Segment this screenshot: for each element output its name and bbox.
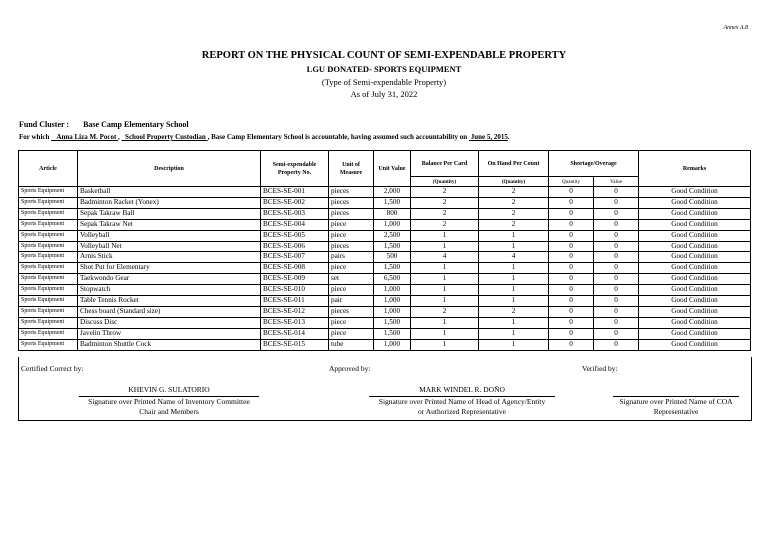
row-unit: piece (329, 263, 374, 274)
row-description: Stopwatch (78, 285, 261, 296)
table-row (19, 328, 751, 339)
row-balance-qty: 2 (411, 197, 479, 208)
row-shortage-value: 0 (594, 219, 639, 230)
accountable-officer-name: Anna Liza M. Pocot (56, 133, 117, 141)
header-article: Article (19, 151, 78, 187)
row-unit-value: 1,500 (374, 241, 411, 252)
row-property-no: BCES-SE-012 (261, 306, 329, 317)
row-property-no: BCES-SE-010 (261, 285, 329, 296)
row-onhand-qty: 2 (479, 197, 549, 208)
row-shortage-qty: 0 (549, 208, 594, 219)
row-balance-qty: 2 (411, 219, 479, 230)
property-type-line: (Type of Semi-expendable Property) (321, 77, 447, 87)
row-onhand-qty: 2 (479, 208, 549, 219)
row-shortage-value: 0 (594, 208, 639, 219)
row-description: Chess board (Standard size) (78, 306, 261, 317)
row-remarks: Good Condition (639, 306, 751, 317)
row-property-no: BCES-SE-009 (261, 274, 329, 285)
row-article: Sports Equipment (19, 339, 78, 350)
row-balance-qty: 1 (411, 241, 479, 252)
row-shortage-qty: 0 (549, 285, 594, 296)
header-balance-per-card: Balance Per Card (411, 151, 479, 177)
row-description: Badminton Shuttle Cock (78, 339, 261, 350)
fund-cluster-value: Base Camp Elementary School (83, 120, 189, 129)
table-row (19, 339, 751, 350)
row-shortage-qty: 0 (549, 252, 594, 263)
row-description: Volleyball Net (78, 241, 261, 252)
row-shortage-qty: 0 (549, 263, 594, 274)
row-unit: pieces (329, 197, 374, 208)
header-unit-of-measure: Unit of Measure (329, 151, 374, 187)
row-article: Sports Equipment (19, 274, 78, 285)
row-shortage-value: 0 (594, 339, 639, 350)
row-unit-value: 1,500 (374, 317, 411, 328)
row-shortage-value: 0 (594, 263, 639, 274)
row-unit-value: 1,500 (374, 197, 411, 208)
table-row (19, 230, 751, 241)
row-balance-qty: 1 (411, 339, 479, 350)
row-remarks: Good Condition (639, 339, 751, 350)
row-shortage-qty: 0 (549, 241, 594, 252)
row-article: Sports Equipment (19, 252, 78, 263)
row-description: Volleyball (78, 230, 261, 241)
row-remarks: Good Condition (639, 296, 751, 307)
certified-correct-label: Certified Correct by: (21, 364, 84, 373)
row-property-no: BCES-SE-004 (261, 219, 329, 230)
row-unit: pair (329, 296, 374, 307)
row-balance-qty: 1 (411, 285, 479, 296)
row-unit: pieces (329, 187, 374, 198)
row-unit: piece (329, 328, 374, 339)
for-which-end: . (507, 133, 510, 141)
row-shortage-value: 0 (594, 306, 639, 317)
header-shortage-overage: Shortage/Overage (549, 151, 639, 177)
table-row (19, 241, 751, 252)
row-article: Sports Equipment (19, 296, 78, 307)
row-onhand-qty: 1 (479, 285, 549, 296)
row-shortage-value: 0 (594, 187, 639, 198)
as-of-date: As of July 31, 2022 (350, 89, 418, 99)
row-shortage-qty: 0 (549, 296, 594, 307)
table-row (19, 274, 751, 285)
row-unit: piece (329, 285, 374, 296)
table-row (19, 208, 751, 219)
row-onhand-qty: 1 (479, 274, 549, 285)
row-remarks: Good Condition (639, 252, 751, 263)
row-shortage-qty: 0 (549, 197, 594, 208)
row-unit: pieces (329, 241, 374, 252)
row-balance-qty: 1 (411, 263, 479, 274)
row-unit-value: 800 (374, 208, 411, 219)
row-balance-qty: 1 (411, 230, 479, 241)
accountability-statement (19, 133, 510, 141)
approved-caption: Signature over Printed Name of Head of Agency/Entity or Authorized Representative (378, 397, 546, 416)
row-shortage-value: 0 (594, 296, 639, 307)
table-row (19, 263, 751, 274)
row-unit: tube (329, 339, 374, 350)
row-article: Sports Equipment (19, 285, 78, 296)
row-description: Taekwondo Gear (78, 274, 261, 285)
row-description: Sepak Takraw Net (78, 219, 261, 230)
row-unit-value: 1,000 (374, 296, 411, 307)
accountability-date: June 5, 2015 (470, 133, 508, 141)
header-on-hand-per-count: On Hand Per Count (479, 151, 549, 177)
row-article: Sports Equipment (19, 241, 78, 252)
row-property-no: BCES-SE-014 (261, 328, 329, 339)
row-onhand-qty: 2 (479, 187, 549, 198)
row-shortage-value: 0 (594, 317, 639, 328)
verified-caption: Signature over Printed Name of COA Representative (619, 397, 733, 416)
row-description: Arnis Stick (78, 252, 261, 263)
row-unit-value: 1,000 (374, 219, 411, 230)
table-row (19, 296, 751, 307)
row-shortage-value: 0 (594, 328, 639, 339)
row-onhand-qty: 1 (479, 263, 549, 274)
row-shortage-qty: 0 (549, 230, 594, 241)
row-balance-qty: 4 (411, 252, 479, 263)
header-description: Description (78, 151, 261, 187)
row-remarks: Good Condition (639, 241, 751, 252)
row-unit: pieces (329, 208, 374, 219)
header-shortage-quantity: Quantity (549, 177, 594, 187)
row-unit-value: 500 (374, 252, 411, 263)
approved-by-label: Approved by: (329, 364, 371, 373)
row-article: Sports Equipment (19, 317, 78, 328)
table-row (19, 252, 751, 263)
row-description: Basketball (78, 187, 261, 198)
row-article: Sports Equipment (19, 187, 78, 198)
row-unit-value: 1,500 (374, 263, 411, 274)
row-remarks: Good Condition (639, 317, 751, 328)
header-shortage-value: Value (594, 177, 639, 187)
row-remarks: Good Condition (639, 328, 751, 339)
row-property-no: BCES-SE-003 (261, 208, 329, 219)
row-shortage-qty: 0 (549, 274, 594, 285)
row-onhand-qty: 2 (479, 219, 549, 230)
row-shortage-qty: 0 (549, 339, 594, 350)
row-remarks: Good Condition (639, 230, 751, 241)
row-description: Sepak Takraw Ball (78, 208, 261, 219)
row-property-no: BCES-SE-007 (261, 252, 329, 263)
row-shortage-qty: 0 (549, 306, 594, 317)
fund-cluster-label: Fund Cluster : (19, 120, 70, 129)
row-balance-qty: 2 (411, 306, 479, 317)
row-remarks: Good Condition (639, 274, 751, 285)
table-row (19, 317, 751, 328)
certified-caption: Signature over Printed Name of Inventory Committee Chair and Members (88, 397, 250, 416)
row-onhand-qty: 1 (479, 328, 549, 339)
row-article: Sports Equipment (19, 197, 78, 208)
table-row (19, 219, 751, 230)
row-onhand-qty: 1 (479, 296, 549, 307)
row-shortage-qty: 0 (549, 187, 594, 198)
for-which-middle: , Base Camp Elementary School is accountable, having assumed such accountability on (207, 133, 468, 141)
row-onhand-qty: 1 (479, 230, 549, 241)
row-unit-value: 2,500 (374, 230, 411, 241)
row-unit: piece (329, 317, 374, 328)
row-balance-qty: 1 (411, 274, 479, 285)
row-shortage-value: 0 (594, 230, 639, 241)
header-remarks: Remarks (639, 151, 751, 187)
row-onhand-qty: 1 (479, 339, 549, 350)
row-article: Sports Equipment (19, 230, 78, 241)
row-shortage-value: 0 (594, 274, 639, 285)
row-shortage-qty: 0 (549, 219, 594, 230)
row-unit: piece (329, 219, 374, 230)
row-balance-qty: 2 (411, 208, 479, 219)
header-balance-quantity: (Quantity) (411, 177, 479, 187)
for-which-prefix: For which (19, 133, 50, 141)
row-property-no: BCES-SE-005 (261, 230, 329, 241)
row-onhand-qty: 1 (479, 241, 549, 252)
row-unit-value: 6,500 (374, 274, 411, 285)
row-unit: pairs (329, 252, 374, 263)
table-row (19, 197, 751, 208)
row-onhand-qty: 1 (479, 317, 549, 328)
row-property-no: BCES-SE-001 (261, 187, 329, 198)
row-property-no: BCES-SE-008 (261, 263, 329, 274)
row-property-no: BCES-SE-006 (261, 241, 329, 252)
table-row (19, 187, 751, 198)
row-property-no: BCES-SE-002 (261, 197, 329, 208)
row-property-no: BCES-SE-011 (261, 296, 329, 307)
row-shortage-value: 0 (594, 241, 639, 252)
row-unit-value: 2,000 (374, 187, 411, 198)
annex-label: Annex A.8 (723, 25, 748, 31)
row-description: Shot Put for Elementary (78, 263, 261, 274)
row-unit-value: 1,000 (374, 339, 411, 350)
row-remarks: Good Condition (639, 219, 751, 230)
row-article: Sports Equipment (19, 263, 78, 274)
header-property-no: Semi-expendable Property No. (261, 151, 329, 187)
row-balance-qty: 2 (411, 187, 479, 198)
report-subtitle: LGU DONATED- SPORTS EQUIPMENT (306, 64, 462, 74)
row-unit-value: 1,000 (374, 306, 411, 317)
row-shortage-qty: 0 (549, 328, 594, 339)
verified-by-label: Verified by: (582, 364, 618, 373)
row-description: Discuss Disc (78, 317, 261, 328)
row-description: Table Tennis Rocket (78, 296, 261, 307)
report-title: REPORT ON THE PHYSICAL COUNT OF SEMI-EXPENDABLE PROPERTY (201, 50, 567, 61)
row-remarks: Good Condition (639, 285, 751, 296)
row-balance-qty: 1 (411, 296, 479, 307)
row-remarks: Good Condition (639, 187, 751, 198)
for-which-sep: , (118, 133, 120, 141)
certified-signatory-name: KHEVIN G. SULATORIO (128, 385, 210, 394)
row-article: Sports Equipment (19, 208, 78, 219)
row-shortage-value: 0 (594, 252, 639, 263)
row-shortage-qty: 0 (549, 317, 594, 328)
row-shortage-value: 0 (594, 197, 639, 208)
signatories-block (18, 357, 752, 421)
approved-signatory-name: MARK WINDEL R. DOÑO (419, 385, 505, 394)
row-property-no: BCES-SE-015 (261, 339, 329, 350)
row-description: Badminton Racket (Yonex) (78, 197, 261, 208)
row-onhand-qty: 2 (479, 306, 549, 317)
row-balance-qty: 1 (411, 317, 479, 328)
table-row (19, 306, 751, 317)
row-shortage-value: 0 (594, 285, 639, 296)
row-unit: pieces (329, 306, 374, 317)
row-unit: piece (329, 230, 374, 241)
row-description: Javelin Throw (78, 328, 261, 339)
row-unit-value: 1,000 (374, 285, 411, 296)
fund-cluster (19, 120, 189, 129)
row-unit: set (329, 274, 374, 285)
header-onhand-quantity: (Quantity) (479, 177, 549, 187)
row-article: Sports Equipment (19, 306, 78, 317)
header-unit-value: Unit Value (374, 151, 411, 187)
row-property-no: BCES-SE-013 (261, 317, 329, 328)
row-article: Sports Equipment (19, 328, 78, 339)
table-row (19, 285, 751, 296)
row-remarks: Good Condition (639, 197, 751, 208)
row-article: Sports Equipment (19, 219, 78, 230)
row-unit-value: 1,500 (374, 328, 411, 339)
accountable-officer-position: School Property Custodian (125, 133, 206, 141)
row-onhand-qty: 4 (479, 252, 549, 263)
row-remarks: Good Condition (639, 263, 751, 274)
row-remarks: Good Condition (639, 208, 751, 219)
inventory-table (18, 150, 751, 351)
row-balance-qty: 1 (411, 328, 479, 339)
